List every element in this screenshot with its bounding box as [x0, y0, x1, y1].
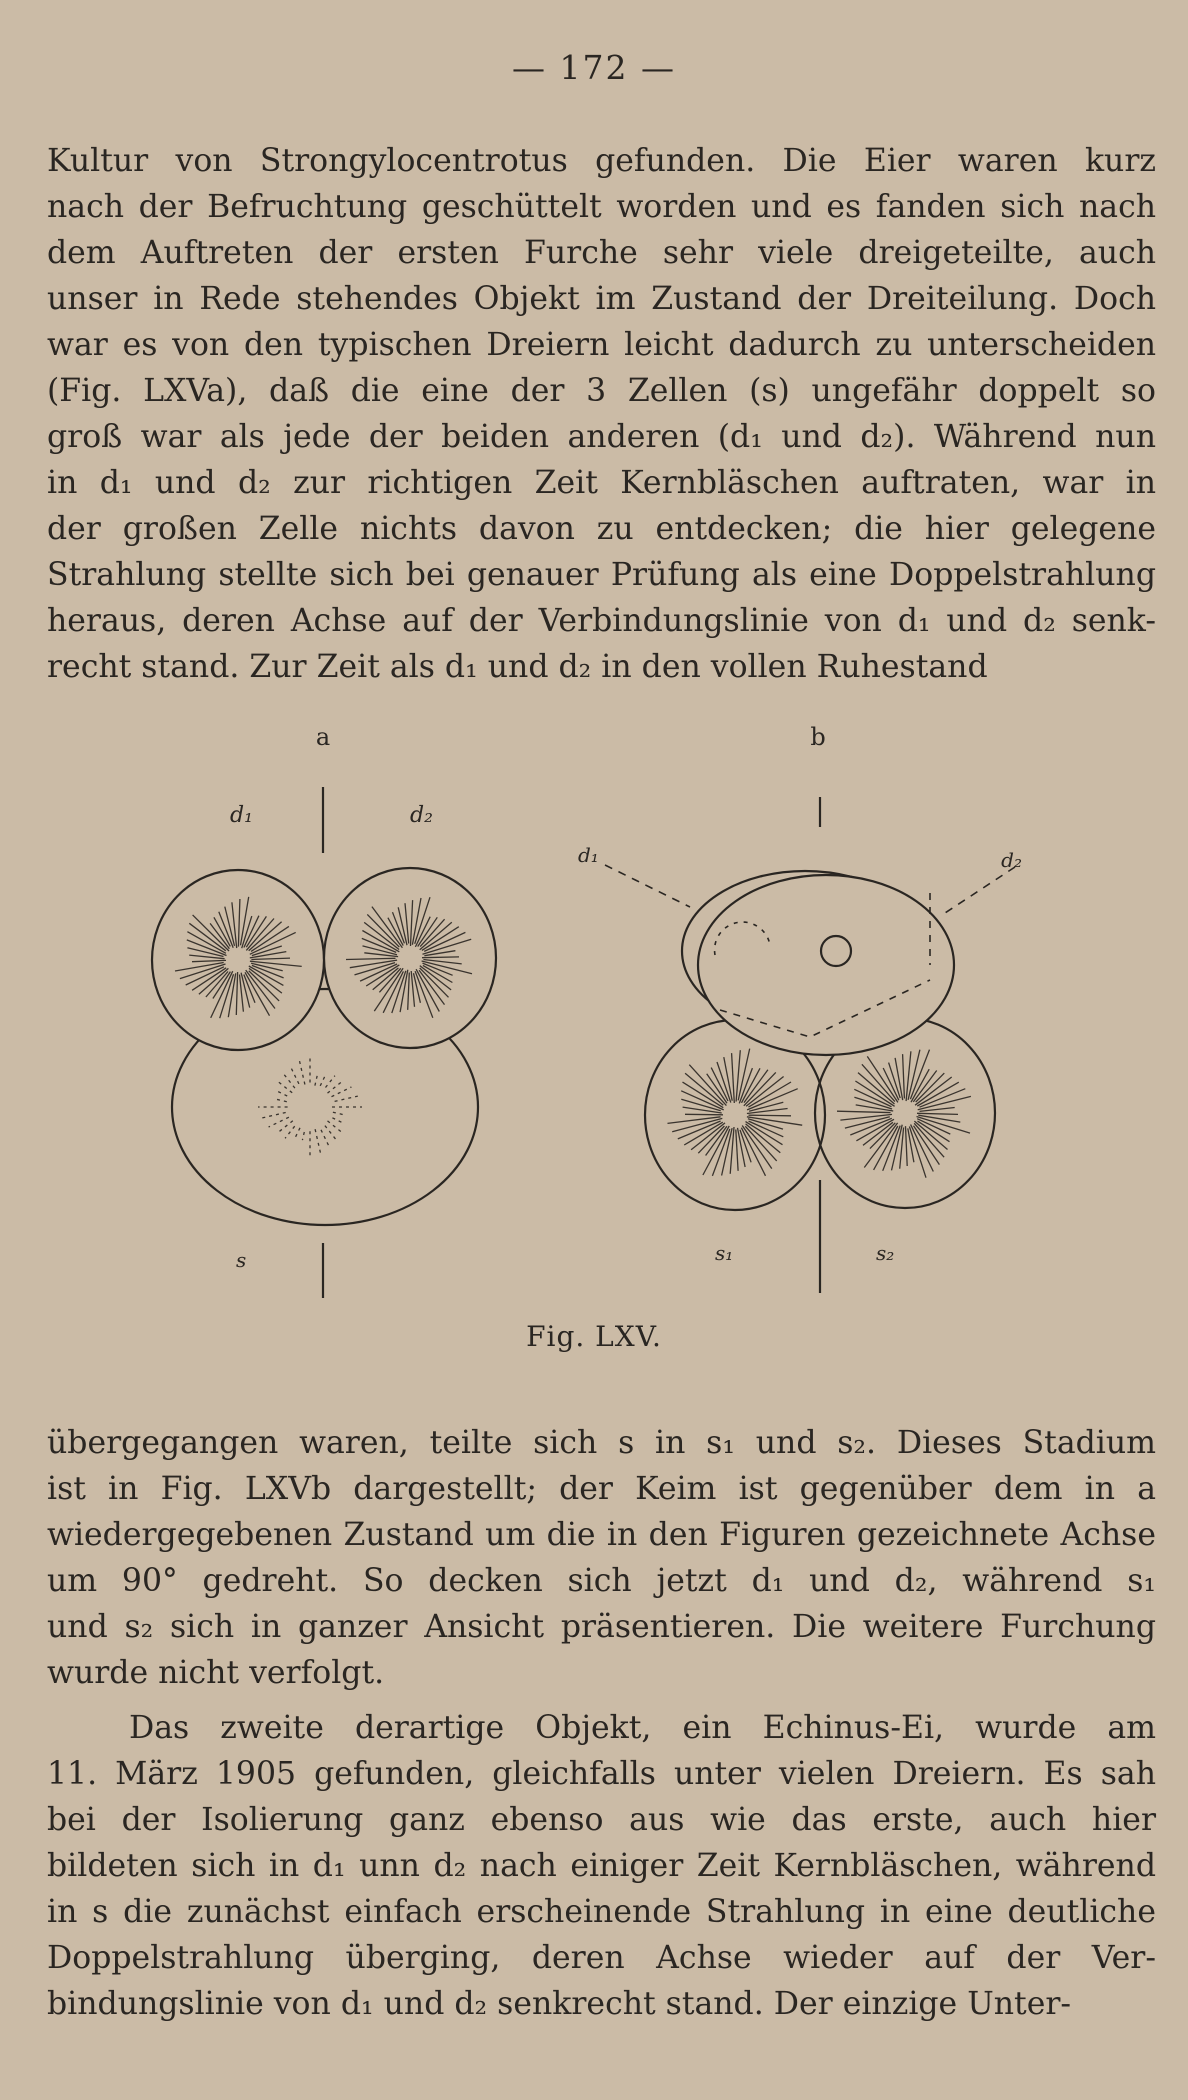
label-b-d2: d₂ — [1001, 848, 1022, 872]
radiation-ray — [333, 1112, 343, 1114]
radiation-ray — [681, 1099, 720, 1111]
text-line: bindungslinie von d₁ und d₂ senkrecht stand. Der einzige Unter- — [47, 1986, 1072, 2022]
text-line: bildeten sich in d₁ unn d₂ nach einiger Zeit Kernbläschen, während — [47, 1848, 1156, 1884]
text-line: nach der Befruchtung geschüttelt worden und es fanden sich nach — [47, 189, 1156, 225]
radiation-ray — [290, 1066, 299, 1084]
text-line: in d₁ und d₂ zur richtigen Zeit Kernbläschen auftraten, war in — [47, 465, 1156, 501]
radiation-ray — [903, 1054, 905, 1098]
radiation-ray — [315, 1129, 321, 1155]
radiation-ray — [683, 1107, 722, 1113]
radiation-ray — [299, 1059, 305, 1084]
figure-caption: Fig. LXV. — [526, 1320, 662, 1353]
cell-d2 — [324, 868, 496, 1048]
label-a-s: s — [236, 1248, 247, 1272]
radiation-ray — [422, 957, 459, 958]
radiation-ray — [917, 1113, 958, 1114]
radiation-ray — [294, 1128, 300, 1141]
radiation-ray — [320, 1074, 326, 1086]
text-line: um 90° gedreht. So decken sich jetzt d₁ und d₂, während s₁ — [47, 1563, 1156, 1599]
text-line: bei der Isolierung ganz ebenso aus wie das erste, auch hier — [47, 1802, 1156, 1838]
radiation-ray — [742, 1126, 772, 1169]
panel-label-b: b — [810, 723, 826, 751]
radiation-ray — [685, 1114, 723, 1115]
radiation-ray — [285, 1126, 295, 1138]
text-line: Strahlung stellte sich bei genauer Prüfung als eine Doppelstrahlung — [47, 557, 1156, 593]
radiation-ray — [840, 1114, 892, 1120]
radiation-ray — [908, 1128, 914, 1162]
text-line: wiedergegebenen Zustand um die in den Figuren gezeichnete Achse — [47, 1517, 1156, 1553]
text-line: (Fig. LXVa), daß die eine der 3 Zellen (s) ungefähr doppelt so — [47, 373, 1156, 409]
text-line: heraus, deren Achse auf der Verbindungslinie von d₁ und d₂ senk- — [47, 603, 1156, 639]
text-line: übergegangen waren, teilte sich s in s₁ und s₂. Dieses Stadium — [47, 1425, 1156, 1461]
leader-d1 — [605, 865, 690, 907]
text-line: und s₂ sich in ganzer Ansicht präsentieren. Die weitere Furchung — [47, 1609, 1156, 1645]
radiation-ray — [916, 1073, 945, 1102]
text-line: dem Auftreten der ersten Furche sehr viele dreigeteilte, auch — [47, 235, 1156, 271]
radiation-ray — [328, 1080, 344, 1093]
radiation-ray — [749, 1115, 792, 1116]
radiation-ray — [332, 1118, 343, 1123]
radiation-ray — [837, 1111, 891, 1112]
text-line: recht stand. Zur Zeit als d₁ und d₂ in den vollen Ruhestand — [47, 649, 988, 685]
radiation-ray — [335, 1096, 358, 1101]
radiation-ray — [736, 1130, 738, 1171]
figure-lxv — [130, 715, 1030, 1315]
radiation-ray — [277, 1091, 288, 1096]
radiation-ray — [870, 1123, 895, 1149]
radiation-ray — [328, 1121, 342, 1132]
radiation-ray — [698, 1126, 724, 1153]
panel-a — [152, 787, 496, 1298]
radiation-ray — [321, 1130, 330, 1149]
paragraph-3 — [47, 1705, 1156, 2027]
label-a-d2: d₂ — [410, 803, 433, 828]
radiation-ray — [279, 1082, 293, 1093]
radiation-ray — [325, 1126, 337, 1141]
text-line: groß war als jede der beiden anderen (d₁ und d₂). Während nun — [47, 419, 1156, 455]
label-b-s1: s₁ — [715, 1241, 734, 1265]
page-number: — 172 — — [512, 48, 676, 87]
panel-b — [605, 797, 1015, 1293]
radiation-ray — [302, 1132, 304, 1140]
paragraph-1 — [47, 138, 1156, 690]
radiation-ray — [889, 1063, 901, 1099]
paragraph-2 — [47, 1420, 1156, 1696]
label-b-d1: d₁ — [578, 843, 599, 867]
radiation-ray — [732, 1053, 735, 1103]
figure-drawing — [130, 715, 1030, 1315]
cell-d2-outline — [698, 875, 954, 1055]
label-b-s2: s₂ — [876, 1241, 895, 1265]
text-line: in s die zunächst einfach erscheinende Strahlung in eine deutliche — [47, 1894, 1156, 1930]
radiation-ray — [668, 1117, 721, 1124]
text-line: ist in Fig. LXVb dargestellt; der Keim ist gegenüber dem in a — [47, 1471, 1156, 1507]
radiation-ray — [906, 1126, 908, 1166]
text-line: der großen Zelle nichts davon zu entdecken; die hier gelegene — [47, 511, 1156, 547]
radiation-ray — [689, 1065, 726, 1106]
radiation-ray — [867, 1056, 898, 1102]
text-line: wurde nicht verfolgt. — [47, 1655, 385, 1691]
radiation-ray — [315, 1074, 318, 1086]
text-line: Das zweite derartige Objekt, ein Echinus-Ei, wurde am — [129, 1710, 1156, 1746]
radiation-ray — [748, 1119, 783, 1129]
leader-d2 — [945, 867, 1015, 913]
radiation-ray — [326, 1076, 335, 1088]
text-line: unser in Rede stehendes Objekt im Zustand der Dreiteilung. Doch — [47, 281, 1156, 317]
radiation-ray — [277, 1099, 287, 1101]
text-line: Kultur von Strongylocentrotus gefunden. Die Eier waren kurz — [47, 143, 1156, 179]
text-line: Doppelstrahlung überging, deren Achse wieder auf der Ver- — [47, 1940, 1156, 1976]
panel-label-a: a — [315, 723, 331, 751]
label-a-d1: d₁ — [230, 803, 253, 828]
radiation-ray — [332, 1087, 352, 1097]
radiation-ray — [283, 1073, 295, 1088]
radiation-ray — [918, 1096, 971, 1109]
radiation-ray — [672, 1118, 722, 1131]
radiation-ray — [262, 1113, 286, 1118]
text-line: war es von den typischen Dreiern leicht dadurch zu unterscheiden — [47, 327, 1156, 363]
cell-d1 — [152, 870, 324, 1050]
text-line: 11. März 1905 gefunden, gleichfalls unter vielen Dreiern. Es sah — [47, 1756, 1156, 1792]
radiation-ray — [747, 1109, 788, 1114]
